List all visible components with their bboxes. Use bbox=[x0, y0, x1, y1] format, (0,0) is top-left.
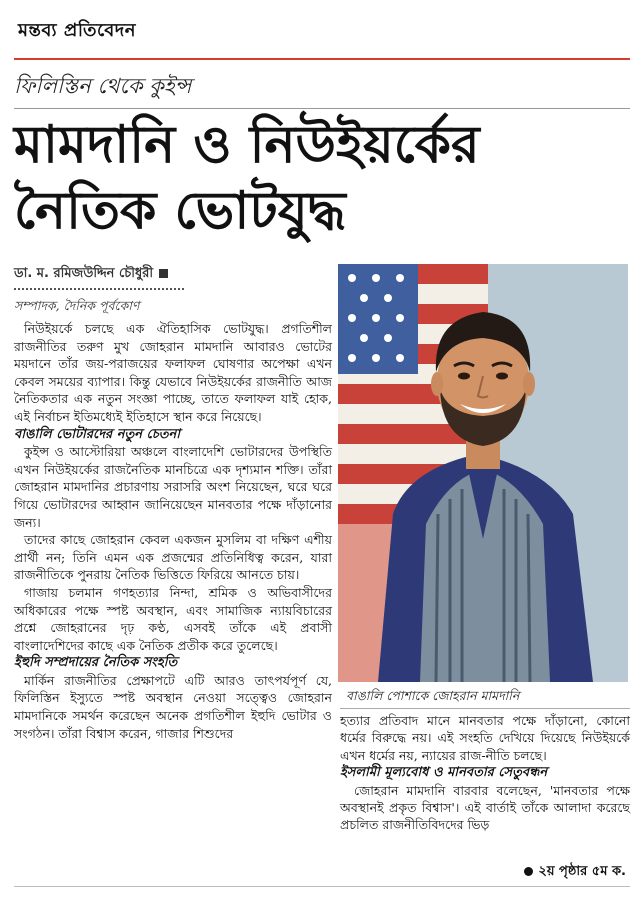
paragraph: কুইন্স ও আস্টোরিয়া অঞ্চলে বাংলাদেশি ভোটারদের উপস্থিতি এখন নিউইয়র্কের রাজনৈতিক মানচিত্রে এক দৃশ্যমান শক্তি। তাঁরা জোহরান মামদানির প্রচারণায় সরাসরি অংশ নিয়েছেন, ঘরে ঘরে গিয়ে ভোটারদের আহ্বান জানিয়েছেন মানবতার পক্ষে দাঁড়ানোর জন্য। bbox=[14, 444, 332, 530]
headline bbox=[14, 112, 624, 244]
paragraph: নিউইয়র্কে চলছে এক ঐতিহাসিক ভোটযুদ্ধ। প্রগতিশীল রাজনীতির তরুণ মুখ জোহরান মামদানি আবারও ভোটের ময়দানে তাঁর জয়-পরাজয়ের ফলাফল ঘোষণার অপেক্ষা এখন কেবল সময়ের ব্যাপার। কিন্তু যেভাবে নিউইয়র্কের রাজনীতি আজ নৈতিকতার এক নতুন সংজ্ঞা পাচ্ছে, তাতে ফলাফল যাই হোক, এই নির্বাচন ইতিমধ্যেই ইতিহাসে স্থান করে নিয়েছে। bbox=[14, 321, 332, 424]
byline-divider bbox=[14, 288, 184, 290]
headline-line-1: মামদানি ও নিউইয়র্কের bbox=[14, 115, 480, 175]
header-rule bbox=[14, 58, 630, 60]
paragraph: মার্কিন রাজনীতির প্রেক্ষাপটে এটি আরও তাৎপর্যপূর্ণ যে, ফিলিস্তিন ইস্যুতে স্পষ্ট অবস্থান নেওয়া সত্ত্বেও জোহরান মামদানিকে সমর্থন করেছেন অনেক প্রগতিশীল ইহুদি ভোটার ও সংগঠন। তাঁরা বিশ্বাস করেন, গাজার শিশুদের bbox=[14, 672, 332, 741]
photo-caption: বাঙালি পোশাকে জোহরান মামদানি bbox=[346, 688, 520, 703]
portrait-illustration bbox=[338, 264, 628, 682]
footer-rule bbox=[14, 886, 630, 887]
subheading: ইসলামী মূল্যবোধ ও মানবতার সেতুবন্ধন bbox=[340, 765, 548, 781]
paragraph: জোহরান মামদানি বারবার বলেছেন, 'মানবতার পক্ষে অবস্থানই প্রকৃত বিশ্বাস'। এই বার্তাই তাঁকে আলাদা করেছে প্রচলিত রাজনীতিবিদদের ভিড় bbox=[340, 782, 630, 833]
headline-line-2: নৈতিক ভোটযুদ্ধ bbox=[14, 181, 346, 241]
subheading: বাঙালি ভোটারদের নতুন চেতনা bbox=[14, 426, 181, 442]
kicker-rule bbox=[14, 108, 630, 109]
right-column bbox=[340, 712, 630, 834]
caption-rule bbox=[340, 708, 630, 709]
author-name: ডা. ম. রমিজউদ্দিন চৌধুরী bbox=[14, 266, 154, 281]
left-column bbox=[14, 320, 332, 742]
subheading: ইহুদি সম্প্রদায়ের নৈতিক সংহতি bbox=[14, 655, 178, 671]
byline bbox=[14, 264, 168, 285]
kicker: ফিলিস্তিন থেকে কুইন্স bbox=[14, 74, 192, 98]
paragraph: তাদের কাছে জোহরান কেবল একজন মুসলিম বা দক্ষিণ এশীয় প্রার্থী নন; তিনি এমন এক প্রজন্মের প্রতিনিধিত্ব করেন, যারা রাজনীতিকে পুনরায় নৈতিক ভিত্তিতে ফিরিয়ে আনতে চায়। bbox=[14, 532, 332, 583]
paragraph: গাজায় চলমান গণহত্যার নিন্দা, শ্রমিক ও অভিবাসীদের অধিকারের পক্ষে স্পষ্ট অবস্থান, এবং সামাজিক ন্যায়বিচারের প্রশ্নে জোহরানের দৃঢ় কণ্ঠ, এসবই তাঁকে এই প্রবাসী বাংলাদেশিদের কাছে এক নৈতিক প্রতীক করে তুলেছে। bbox=[14, 584, 332, 653]
byline-square-icon bbox=[159, 269, 168, 278]
continued-text: ২য় পৃষ্ঠার ৫ম ক. bbox=[538, 864, 626, 879]
continued-marker bbox=[524, 862, 626, 883]
bullet-icon bbox=[524, 867, 533, 876]
portrait-photo bbox=[338, 264, 628, 682]
paragraph: হত্যার প্রতিবাদ মানে মানবতার পক্ষে দাঁড়ানো, কোনো ধর্মের বিরুদ্ধে নয়। এই সংহতি দেখিয়ে দিয়েছে নিউইয়র্কে এখন ধর্মের নয়, ন্যায়ের রাজ-নীতি চলছে। bbox=[340, 713, 630, 763]
section-label: মন্তব্য প্রতিবেদন bbox=[18, 20, 136, 41]
author-title: সম্পাদক, দৈনিক পূর্বকোণ bbox=[14, 298, 140, 313]
